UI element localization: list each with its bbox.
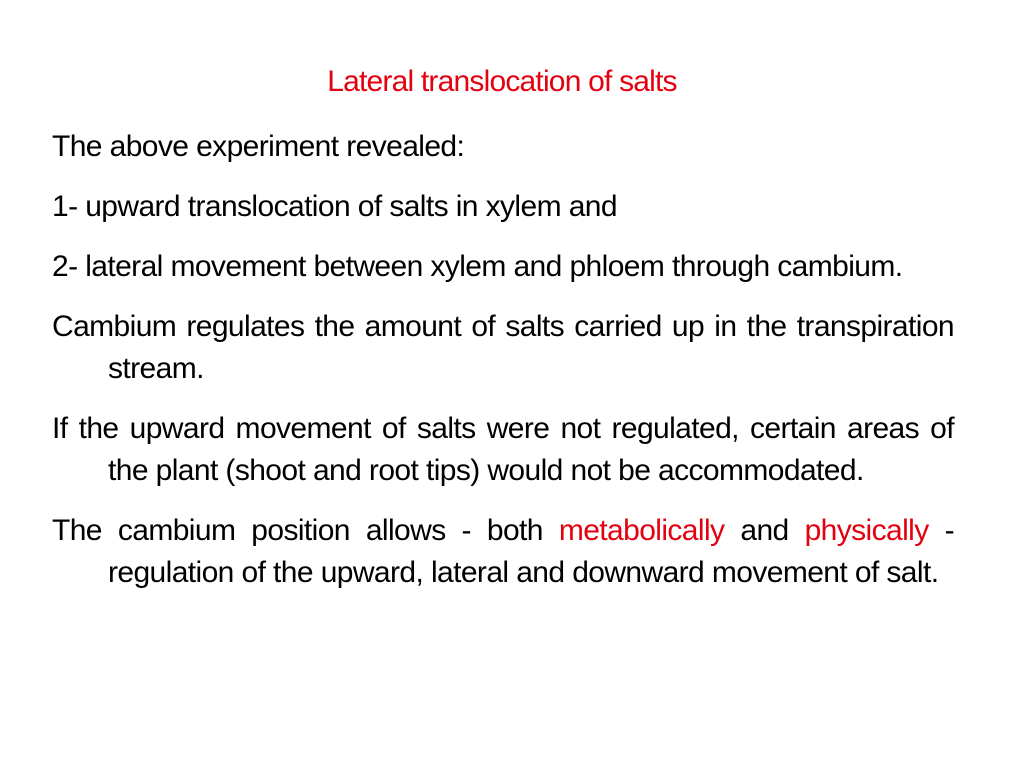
cambium-paragraph: Cambium regulates the amount of salts carried up in the transpiration stream.: [52, 310, 954, 385]
position-text-start: The cambium position allows - both: [52, 514, 559, 547]
metabolically-highlight: metabolically: [558, 514, 725, 547]
slide-title: Lateral translocation of salts: [327, 65, 677, 98]
position-text-end: - regulation of the upward, lateral and downward movement of salt.: [108, 514, 954, 589]
intro-paragraph: The above experiment revealed:: [52, 130, 465, 163]
point-1: 1- upward translocation of salts in xylem and: [52, 190, 617, 223]
point-2: 2- lateral movement between xylem and phloem through cambium.: [52, 250, 903, 283]
physically-highlight: physically: [804, 514, 929, 547]
slide-body: [52, 126, 954, 612]
cambium-position-paragraph: [52, 510, 954, 594]
position-text-and: and: [724, 514, 805, 547]
upward-movement-paragraph: If the upward movement of salts were not regulated, certain areas of the plant (shoot and root tips) would not be accommodated.: [52, 412, 954, 487]
